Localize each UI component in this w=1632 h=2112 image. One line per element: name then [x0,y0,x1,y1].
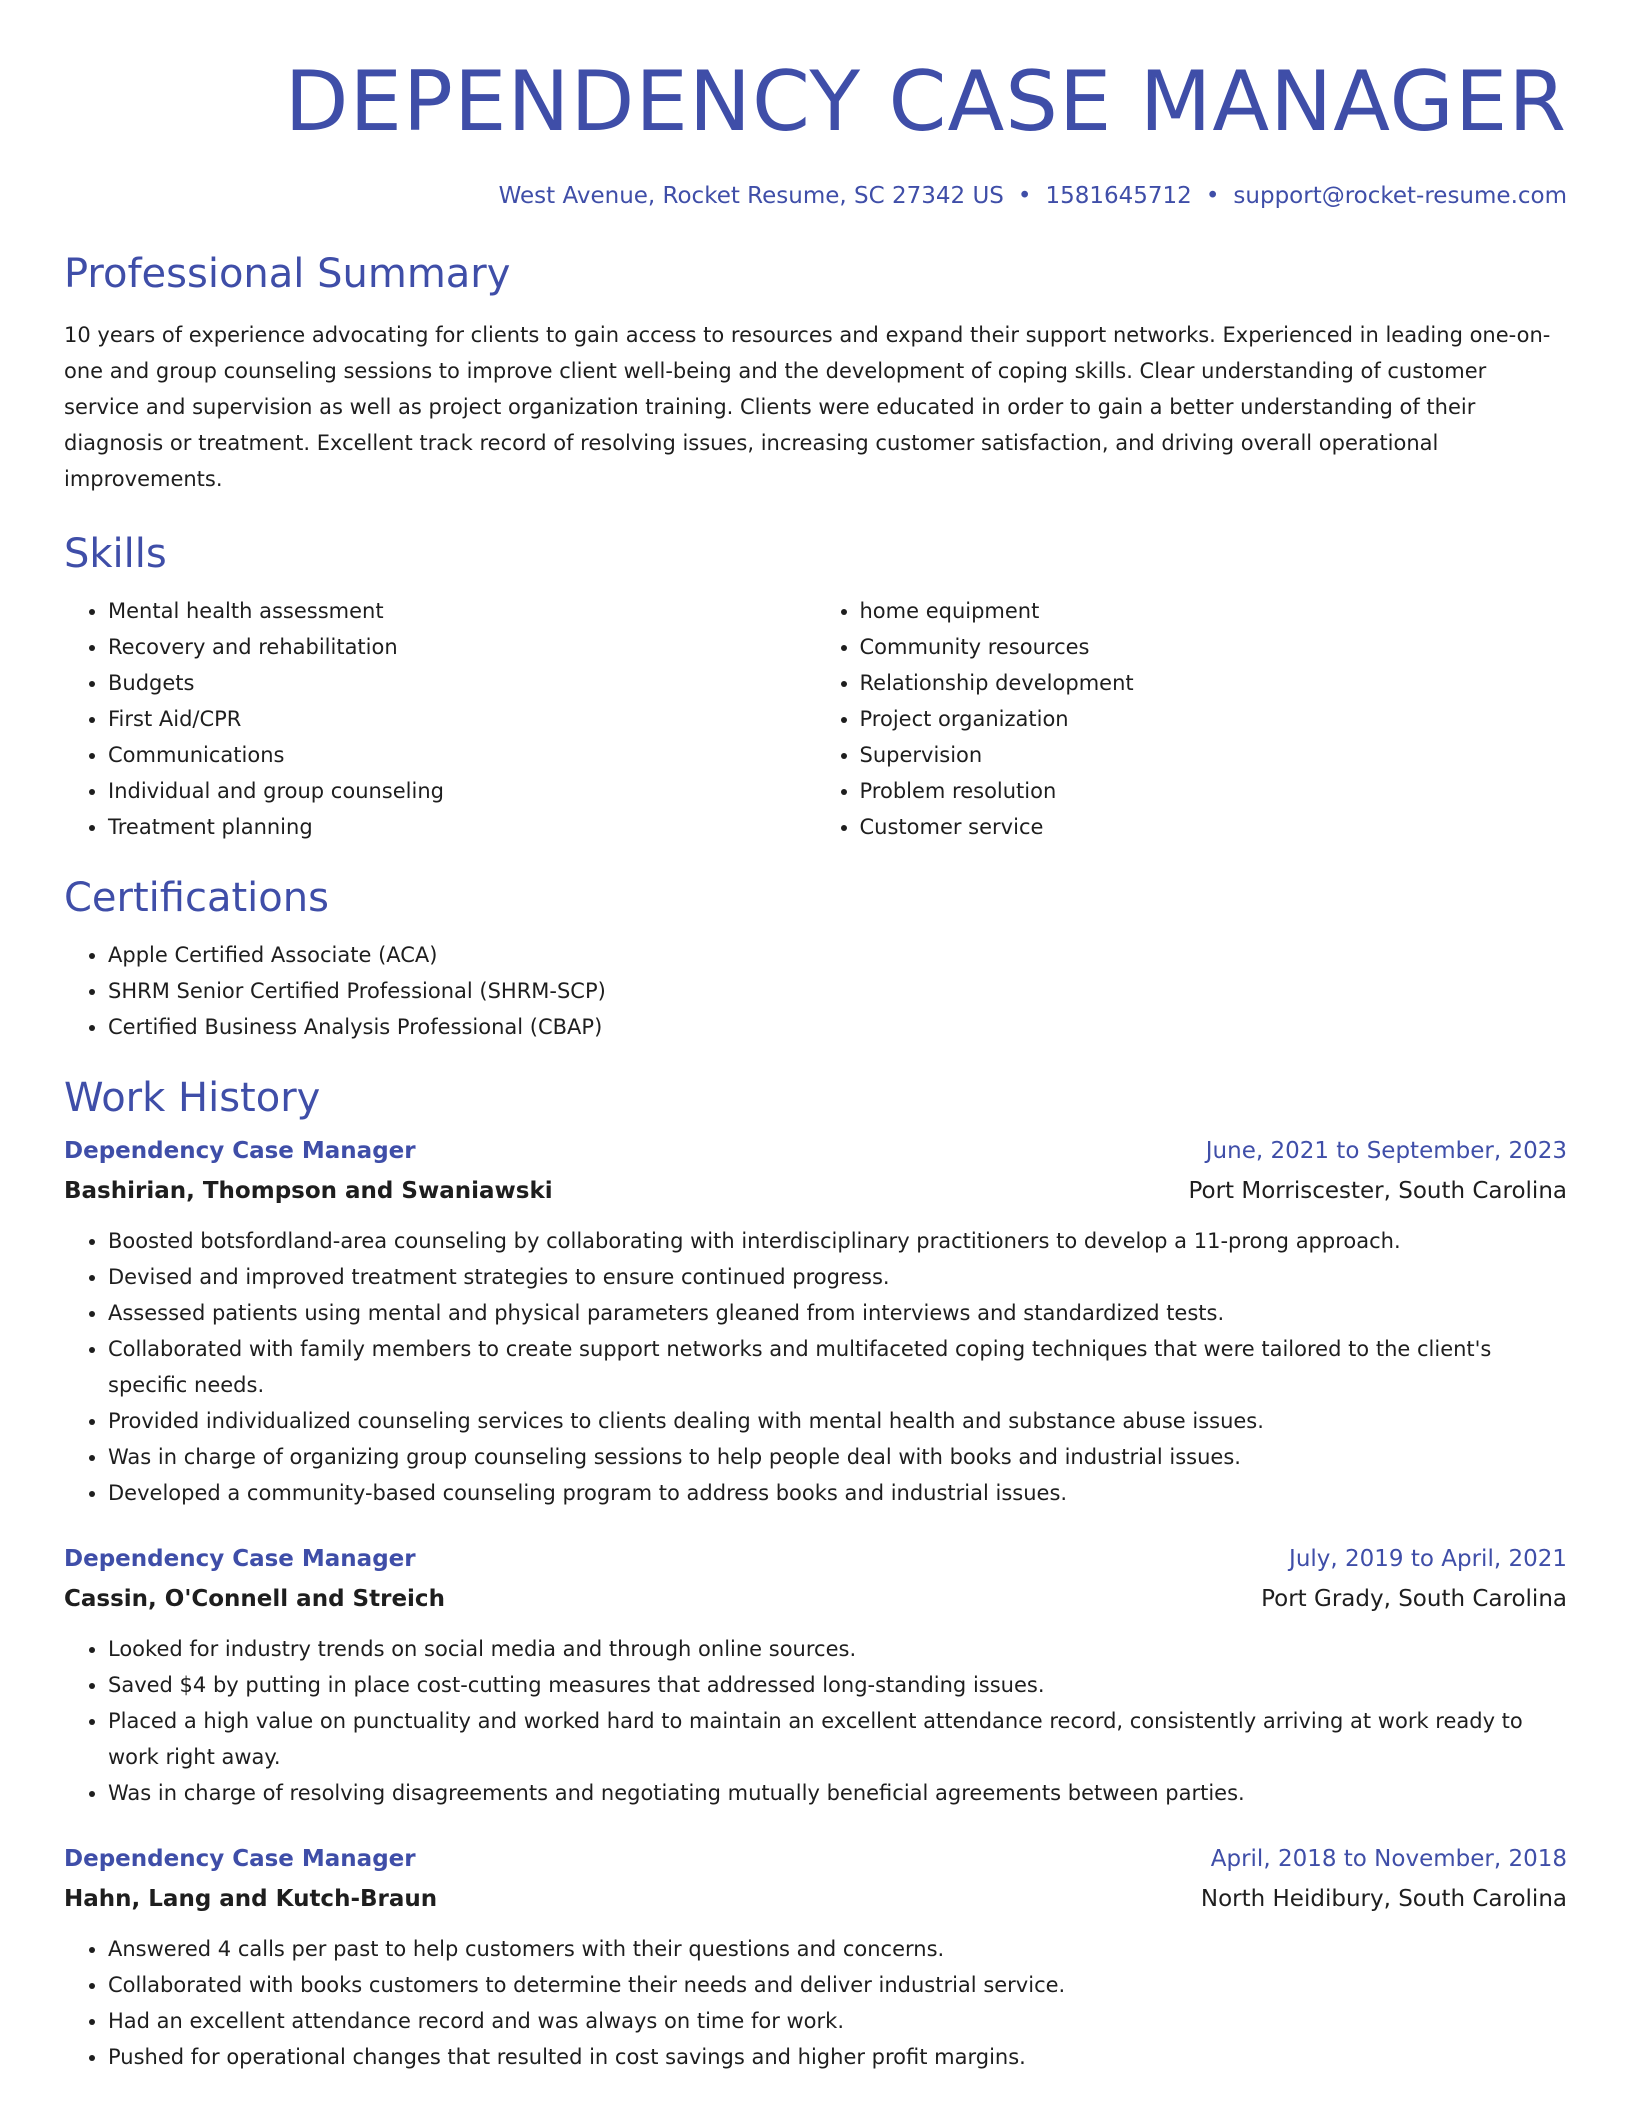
job-bullet: • Developed a community-based counseling program to address books and industrial issues. [108,1475,1567,1511]
skills-list-right [816,593,1568,845]
job-title: Dependency Case Manager [64,1546,416,1572]
job-dates: July, 2019 to April, 2021 [1289,1546,1567,1572]
job-company: Hahn, Lang and Kutch-Braun [64,1886,438,1912]
skill-item: • Problem resolution [860,773,1568,809]
summary-heading: Professional Summary [64,251,511,297]
contact-separator: • [1017,183,1032,209]
certification-item: • Certified Business Analysis Professional (CBAP) [108,1009,1567,1045]
resume-page [64,0,1567,2075]
skill-item: • Individual and group counseling [108,773,816,809]
job-entry [64,1839,1567,2075]
job-entry [64,1131,1567,1511]
job-company: Bashirian, Thompson and Swaniawski [64,1178,553,1204]
skill-item: • Communications [108,737,816,773]
contact-line [64,180,1567,212]
certification-item: • Apple Certified Associate (ACA) [108,937,1567,973]
job-header-row [64,1131,1567,1171]
job-bullet: • Was in charge of organizing group counseling sessions to help people deal with books and industrial issues. [108,1439,1567,1475]
job-bullet: • Looked for industry trends on social media and through online sources. [108,1631,1567,1667]
skill-item: • Treatment planning [108,809,816,845]
job-header-row [64,1539,1567,1579]
skills-columns [64,593,1567,845]
skill-item: • Budgets [108,665,816,701]
job-header-row [64,1839,1567,1879]
job-bullet: • Collaborated with family members to create support networks and multifaceted coping techniques that were tailored to the client's specific needs. [108,1331,1567,1403]
job-company: Cassin, O'Connell and Streich [64,1586,445,1612]
skills-heading: Skills [64,531,167,577]
job-location: Port Morriscester, South Carolina [1188,1178,1567,1204]
contact-email[interactable]: support@rocket-resume.com [1233,183,1567,209]
resume-header [64,50,1567,212]
job-dates: April, 2018 to November, 2018 [1210,1846,1567,1872]
job-bullet: • Was in charge of resolving disagreements and negotiating mutually beneficial agreements between parties. [108,1775,1567,1811]
skill-item: • home equipment [860,593,1568,629]
job-location: Port Grady, South Carolina [1261,1586,1567,1612]
contact-address: West Avenue, Rocket Resume, SC 27342 US [498,183,1004,209]
summary-text: 10 years of experience advocating for clients to gain access to resources and expand their support networks. Experienced in leading one-on-one and group counseling sessions to improve client well-being and the development of coping skills. Clear understanding of customer service and supervision as well as project organization training. Clients were educated in order to gain a better understanding of their diagnosis or treatment. Excellent track record of resolving issues, increasing customer satisfaction, and driving overall operational improvements. [64,323,1551,491]
job-bullet: • Placed a high value on punctuality and worked hard to maintain an excellent attendance record, consistently arriving at work ready to work right away. [108,1703,1567,1775]
job-bullet: • Saved $4 by putting in place cost-cutting measures that addressed long-standing issues. [108,1667,1567,1703]
job-company-row [64,1879,1567,1919]
candidate-name: DEPENDENCY CASE MANAGER [284,53,1567,150]
job-bullets [64,1223,1567,1511]
job-company-row [64,1171,1567,1211]
job-bullet: • Collaborated with books customers to determine their needs and deliver industrial service. [108,1967,1567,2003]
certification-item: • SHRM Senior Certified Professional (SHRM-SCP) [108,973,1567,1009]
job-company-row [64,1579,1567,1619]
job-bullet: • Pushed for operational changes that resulted in cost savings and higher profit margins. [108,2039,1567,2075]
skill-item: • Mental health assessment [108,593,816,629]
job-location: North Heidibury, South Carolina [1200,1886,1567,1912]
work-history-heading: Work History [64,1075,321,1121]
skill-item: • First Aid/CPR [108,701,816,737]
job-title: Dependency Case Manager [64,1138,416,1164]
skill-item: • Community resources [860,629,1568,665]
job-bullet: • Answered 4 calls per past to help customers with their questions and concerns. [108,1931,1567,1967]
job-bullet: • Had an excellent attendance record and was always on time for work. [108,2003,1567,2039]
job-bullets [64,1931,1567,2075]
certifications-heading: Certifications [64,875,329,921]
certifications-list [64,937,1567,1045]
contact-separator: • [1205,183,1220,209]
job-bullet: • Boosted botsfordland-area counseling by collaborating with interdisciplinary practitioners to develop a 11-prong approach. [108,1223,1567,1259]
job-bullets [64,1631,1567,1811]
skill-item: • Relationship development [860,665,1568,701]
job-bullet: • Assessed patients using mental and physical parameters gleaned from interviews and standardized tests. [108,1295,1567,1331]
job-bullet: • Provided individualized counseling services to clients dealing with mental health and substance abuse issues. [108,1403,1567,1439]
skill-item: • Customer service [860,809,1568,845]
job-entry [64,1539,1567,1811]
job-title: Dependency Case Manager [64,1846,416,1872]
contact-phone: 1581645712 [1045,183,1192,209]
skills-list-left [64,593,816,845]
skill-item: • Recovery and rehabilitation [108,629,816,665]
job-dates: June, 2021 to September, 2023 [1205,1138,1567,1164]
skill-item: • Project organization [860,701,1568,737]
skill-item: • Supervision [860,737,1568,773]
job-bullet: • Devised and improved treatment strategies to ensure continued progress. [108,1259,1567,1295]
